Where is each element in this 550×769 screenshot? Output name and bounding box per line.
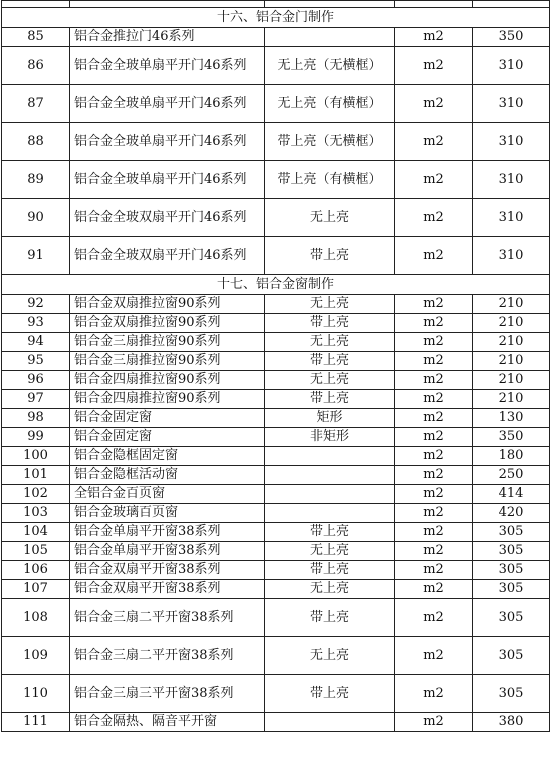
item-number: 86 [2, 47, 70, 85]
item-number: 104 [2, 523, 70, 542]
item-price: 305 [473, 542, 550, 561]
item-name: 铝合金四扇推拉窗90系列 [70, 390, 265, 409]
item-unit: m2 [395, 675, 473, 713]
item-note: 无上亮 [265, 542, 395, 561]
section-header-row [2, 8, 550, 28]
price-table-body [2, 1, 550, 732]
item-number: 110 [2, 675, 70, 713]
item-note: 无上亮 [265, 637, 395, 675]
item-name: 铝合金双扇平开窗38系列 [70, 561, 265, 580]
item-note: 无上亮 [265, 295, 395, 314]
item-name: 铝合金固定窗 [70, 409, 265, 428]
item-note: 无上亮（无横框） [265, 47, 395, 85]
item-price: 305 [473, 580, 550, 599]
item-name: 铝合金双扇推拉窗90系列 [70, 295, 265, 314]
item-note [265, 504, 395, 523]
item-number: 107 [2, 580, 70, 599]
item-note: 带上亮 [265, 390, 395, 409]
item-price: 310 [473, 237, 550, 275]
item-number: 101 [2, 466, 70, 485]
item-name: 铝合金全玻单扇平开门46系列 [70, 47, 265, 85]
item-price: 350 [473, 428, 550, 447]
section-header-row [2, 275, 550, 295]
item-price: 210 [473, 371, 550, 390]
item-note: 带上亮 [265, 561, 395, 580]
item-name: 铝合金三扇推拉窗90系列 [70, 333, 265, 352]
section-title: 十七、铝合金窗制作 [2, 275, 550, 295]
item-price: 310 [473, 85, 550, 123]
item-note: 带上亮（无横框） [265, 123, 395, 161]
item-number: 111 [2, 713, 70, 732]
item-unit: m2 [395, 352, 473, 371]
item-note: 无上亮（有横框） [265, 85, 395, 123]
item-number: 95 [2, 352, 70, 371]
item-price: 250 [473, 466, 550, 485]
item-number: 105 [2, 542, 70, 561]
table-top-row [2, 1, 550, 8]
table-row [2, 599, 550, 637]
item-price: 305 [473, 599, 550, 637]
item-unit: m2 [395, 28, 473, 47]
item-name: 铝合金双扇推拉窗90系列 [70, 314, 265, 333]
table-row [2, 28, 550, 47]
item-price: 305 [473, 675, 550, 713]
table-row [2, 85, 550, 123]
item-unit: m2 [395, 637, 473, 675]
item-unit: m2 [395, 485, 473, 504]
price-table [1, 0, 550, 732]
item-number: 100 [2, 447, 70, 466]
item-unit: m2 [395, 85, 473, 123]
table-row [2, 580, 550, 599]
table-row [2, 314, 550, 333]
item-unit: m2 [395, 314, 473, 333]
item-unit: m2 [395, 123, 473, 161]
item-number: 96 [2, 371, 70, 390]
item-price: 210 [473, 295, 550, 314]
item-price: 310 [473, 123, 550, 161]
item-name: 铝合金推拉门46系列 [70, 28, 265, 47]
table-row [2, 675, 550, 713]
item-price: 350 [473, 28, 550, 47]
item-unit: m2 [395, 371, 473, 390]
item-note: 带上亮 [265, 599, 395, 637]
section-title: 十六、铝合金门制作 [2, 8, 550, 28]
item-note [265, 447, 395, 466]
table-row [2, 123, 550, 161]
item-name: 铝合金固定窗 [70, 428, 265, 447]
item-price: 210 [473, 314, 550, 333]
item-unit: m2 [395, 390, 473, 409]
item-note: 带上亮 [265, 237, 395, 275]
item-number: 91 [2, 237, 70, 275]
item-unit: m2 [395, 333, 473, 352]
item-unit: m2 [395, 523, 473, 542]
item-number: 97 [2, 390, 70, 409]
item-note [265, 485, 395, 504]
item-price: 210 [473, 390, 550, 409]
table-row [2, 447, 550, 466]
table-row [2, 485, 550, 504]
item-note: 矩形 [265, 409, 395, 428]
item-number: 102 [2, 485, 70, 504]
item-name: 铝合金三扇二平开窗38系列 [70, 637, 265, 675]
item-name: 铝合金全玻双扇平开门46系列 [70, 237, 265, 275]
table-row [2, 161, 550, 199]
item-number: 85 [2, 28, 70, 47]
item-unit: m2 [395, 199, 473, 237]
item-note: 无上亮 [265, 333, 395, 352]
item-number: 108 [2, 599, 70, 637]
item-note: 带上亮 [265, 314, 395, 333]
item-name: 全铝合金百页窗 [70, 485, 265, 504]
item-unit: m2 [395, 713, 473, 732]
item-number: 103 [2, 504, 70, 523]
item-price: 130 [473, 409, 550, 428]
item-name: 铝合金全玻双扇平开门46系列 [70, 199, 265, 237]
item-note: 带上亮（有横框） [265, 161, 395, 199]
item-number: 93 [2, 314, 70, 333]
item-name: 铝合金全玻单扇平开门46系列 [70, 123, 265, 161]
table-row [2, 561, 550, 580]
item-price: 180 [473, 447, 550, 466]
item-unit: m2 [395, 504, 473, 523]
item-number: 90 [2, 199, 70, 237]
item-note: 带上亮 [265, 352, 395, 371]
item-name: 铝合金全玻单扇平开门46系列 [70, 161, 265, 199]
item-number: 109 [2, 637, 70, 675]
item-unit: m2 [395, 161, 473, 199]
item-note [265, 713, 395, 732]
item-name: 铝合金隔热、隔音平开窗 [70, 713, 265, 732]
item-name: 铝合金单扇平开窗38系列 [70, 542, 265, 561]
table-row [2, 409, 550, 428]
item-number: 99 [2, 428, 70, 447]
item-number: 89 [2, 161, 70, 199]
table-row [2, 295, 550, 314]
item-name: 铝合金隐框活动窗 [70, 466, 265, 485]
item-price: 305 [473, 561, 550, 580]
item-unit: m2 [395, 295, 473, 314]
item-unit: m2 [395, 599, 473, 637]
item-price: 210 [473, 333, 550, 352]
item-note: 带上亮 [265, 523, 395, 542]
item-note: 无上亮 [265, 371, 395, 390]
table-row [2, 47, 550, 85]
table-row [2, 371, 550, 390]
item-price: 305 [473, 523, 550, 542]
item-unit: m2 [395, 428, 473, 447]
item-price: 210 [473, 352, 550, 371]
item-note: 非矩形 [265, 428, 395, 447]
item-number: 94 [2, 333, 70, 352]
table-row [2, 504, 550, 523]
item-price: 310 [473, 47, 550, 85]
item-name: 铝合金四扇推拉窗90系列 [70, 371, 265, 390]
item-note: 无上亮 [265, 199, 395, 237]
item-note: 带上亮 [265, 675, 395, 713]
item-number: 88 [2, 123, 70, 161]
item-unit: m2 [395, 466, 473, 485]
item-price: 380 [473, 713, 550, 732]
item-number: 92 [2, 295, 70, 314]
item-unit: m2 [395, 447, 473, 466]
table-row [2, 199, 550, 237]
item-unit: m2 [395, 542, 473, 561]
item-price: 414 [473, 485, 550, 504]
table-row [2, 390, 550, 409]
item-number: 87 [2, 85, 70, 123]
table-row [2, 542, 550, 561]
item-note [265, 28, 395, 47]
item-name: 铝合金全玻单扇平开门46系列 [70, 85, 265, 123]
item-number: 106 [2, 561, 70, 580]
table-row [2, 637, 550, 675]
table-row [2, 713, 550, 732]
item-price: 310 [473, 199, 550, 237]
item-note: 无上亮 [265, 580, 395, 599]
item-name: 铝合金三扇二平开窗38系列 [70, 599, 265, 637]
table-row [2, 237, 550, 275]
table-row [2, 466, 550, 485]
item-name: 铝合金单扇平开窗38系列 [70, 523, 265, 542]
item-unit: m2 [395, 237, 473, 275]
item-price: 310 [473, 161, 550, 199]
item-name: 铝合金三扇推拉窗90系列 [70, 352, 265, 371]
item-price: 420 [473, 504, 550, 523]
item-unit: m2 [395, 409, 473, 428]
item-unit: m2 [395, 561, 473, 580]
item-name: 铝合金玻璃百页窗 [70, 504, 265, 523]
item-unit: m2 [395, 47, 473, 85]
item-unit: m2 [395, 580, 473, 599]
item-note [265, 466, 395, 485]
item-number: 98 [2, 409, 70, 428]
table-row [2, 523, 550, 542]
item-name: 铝合金双扇平开窗38系列 [70, 580, 265, 599]
item-name: 铝合金三扇三平开窗38系列 [70, 675, 265, 713]
table-row [2, 333, 550, 352]
table-row [2, 428, 550, 447]
item-price: 305 [473, 637, 550, 675]
item-name: 铝合金隐框固定窗 [70, 447, 265, 466]
table-row [2, 352, 550, 371]
